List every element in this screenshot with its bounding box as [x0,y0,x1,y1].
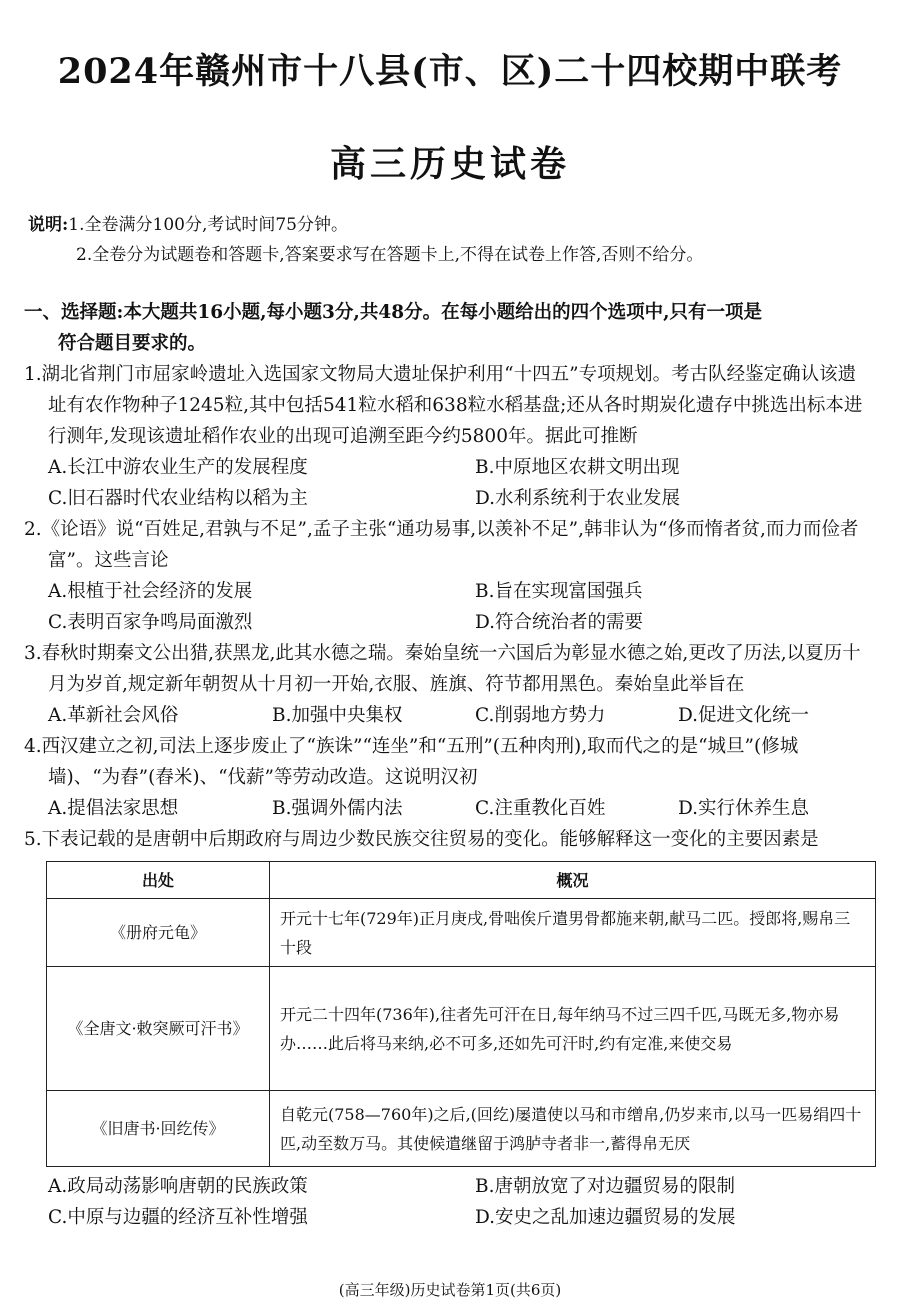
option-d[interactable]: D.符合统治者的需要 [475,612,644,633]
table-cell-summary: 开元二十四年(736年),往者先可汗在日,每年纳马不过三四千匹,马既无多,物亦易办……此后将马来纳,必不可多,还如先可汗时,约有定准,来使交易 [270,967,876,1091]
table-cell-source: 《册府元龟》 [47,899,270,967]
option-d[interactable]: D.安史之乱加速边疆贸易的发展 [475,1207,736,1228]
options [24,1171,864,1233]
question-stem: 1.湖北省荆门市屈家岭遗址入选国家文物局大遗址保护利用“十四五”专项规划。考古队经鉴定确认该遗址有农作物种子1245粒,其中包括541粒水稻和638粒水稻基盘;还从各时期炭化遗存中挑选出标本进行测年,发现该遗址稻作农业的出现可追溯至距今约5800年。据此可推断 [24,364,863,447]
question-stem: 2.《论语》说“百姓足,君孰与不足”,孟子主张“通功易事,以羡补不足”,韩非认为“侈而惰者贫,而力而俭者富”。这些言论 [24,519,859,571]
question-2 [24,514,864,638]
question-3 [24,638,864,731]
option-c[interactable]: C.旧石器时代农业结构以稻为主 [48,488,308,509]
question-stem: 5.下表记载的是唐朝中后期政府与周边少数民族交往贸易的变化。能够解释这一变化的主要因素是 [24,829,819,850]
question-stem: 3.春秋时期秦文公出猎,获黑龙,此其水德之瑞。秦始皇统一六国后为彰显水德之始,更改了历法,以夏历十月为岁首,规定新年朝贺从十月初一开始,衣服、旌旗、符节都用黑色。秦始皇此举旨在 [24,643,861,695]
table-header-row [47,862,876,899]
option-b[interactable]: B.中原地区农耕文明出现 [475,457,680,478]
option-a[interactable]: A.革新社会风俗 [48,705,179,726]
table-cell-summary: 自乾元(758—760年)之后,(回纥)屡遣使以马和市缯帛,仍岁来市,以马一匹易绢四十匹,动至数万马。其使候遣继留于鸿胪寺者非一,蓄得帛无厌 [270,1091,876,1167]
option-c[interactable]: C.表明百家争鸣局面激烈 [48,612,253,633]
column-header-summary: 概况 [270,862,876,899]
option-c[interactable]: C.注重教化百姓 [475,798,606,819]
instructions [28,210,878,270]
page-footer: (高三年级)历史试卷第1页(共6页) [338,1281,562,1299]
question-area [24,297,864,1233]
question-1 [24,359,864,514]
instructions-label: 说明: [28,215,69,235]
option-c[interactable]: C.中原与边疆的经济互补性增强 [48,1207,308,1228]
question-5 [24,824,864,1233]
option-b[interactable]: B.旨在实现富国强兵 [475,581,643,602]
instruction-1: 1.全卷满分100分,考试时间75分钟。 [68,215,348,235]
option-d[interactable]: D.促进文化统一 [678,705,810,726]
section-heading: 一、选择题:本大题共16小题,每小题3分,共48分。在每小题给出的四个选项中,只有一项是 符合题目要求的。 [24,302,763,354]
option-a[interactable]: A.长江中游农业生产的发展程度 [48,457,308,478]
option-b[interactable]: B.唐朝放宽了对边疆贸易的限制 [475,1176,735,1197]
trade-records-table [46,861,876,1167]
exam-subtitle: 高三历史试卷 [329,143,570,185]
question-stem: 4.西汉建立之初,司法上逐步废止了“族诛”“连坐”和“五刑”(五种肉刑),取而代之的是“城旦”(修城墙)、“为舂”(舂米)、“伐薪”等劳动改造。这说明汉初 [24,736,799,788]
column-header-source: 出处 [47,862,270,899]
table-cell-source: 《全唐文·敕突厥可汗书》 [47,967,270,1091]
option-b[interactable]: B.加强中央集权 [272,705,403,726]
table-cell-source: 《旧唐书·回纥传》 [47,1091,270,1167]
table-row [47,967,876,1091]
option-d[interactable]: D.水利系统利于农业发展 [475,488,681,509]
table-cell-summary: 开元十七年(729年)正月庚戌,骨咄俟斤遣男骨都施来朝,献马二匹。授郎将,赐帛三十段 [270,899,876,967]
table-row [47,899,876,967]
option-a[interactable]: A.提倡法家思想 [48,798,179,819]
option-d[interactable]: D.实行休养生息 [678,798,810,819]
options [24,452,864,514]
option-a[interactable]: A.政局动荡影响唐朝的民族政策 [48,1176,308,1197]
exam-title: 2024年赣州市十八县(市、区)二十四校期中联考 [57,51,843,92]
option-b[interactable]: B.强调外儒内法 [272,798,403,819]
options [24,700,864,731]
options [24,576,864,638]
option-a[interactable]: A.根植于社会经济的发展 [48,581,253,602]
instruction-2: 2.全卷分为试题卷和答题卡,答案要求写在答题卡上,不得在试卷上作答,否则不给分。 [76,245,704,265]
option-c[interactable]: C.削弱地方势力 [475,705,606,726]
options [24,793,864,824]
question-4 [24,731,864,824]
table-row [47,1091,876,1167]
